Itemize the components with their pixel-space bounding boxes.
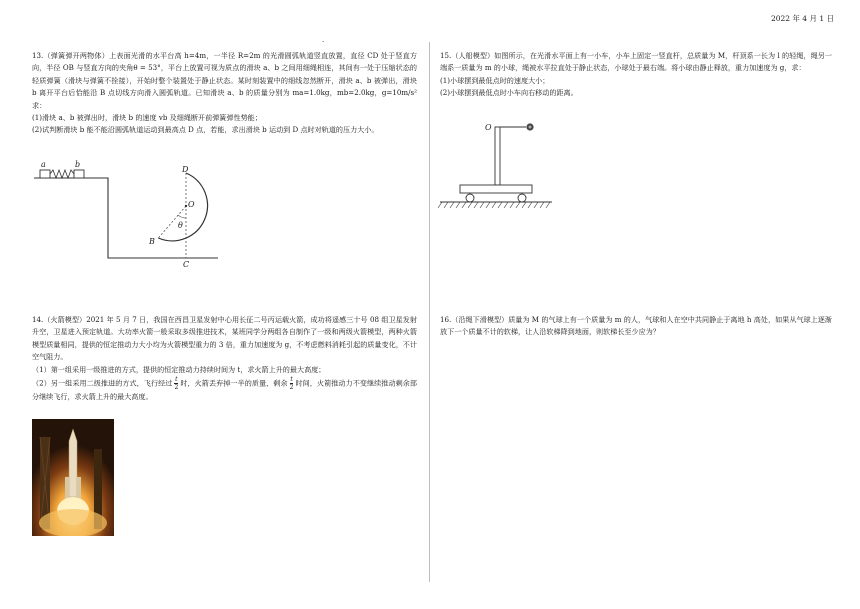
problem-15-diagram <box>436 117 556 215</box>
problem-14-q1: （1）第一组采用一级推进的方式，提供的恒定推动力持续时间为 t，求火箭上升的最大高度； <box>32 364 326 374</box>
problem-15-q1: (1)小球摆到最低点时的速度大小； <box>440 75 550 85</box>
problem-16-intro: 16.（沿绳下滑模型）质量为 M 的气球上有一个质量为 m 的人，气球和人在空中共同静止于离地 h 高处，如果从气球上逐渐放下一个质量不计的软梯，让人沿软梯降到地面，则软梯长至少应为？ <box>440 315 832 337</box>
problem-14 <box>32 314 417 403</box>
label-b: b <box>75 160 81 169</box>
problem-14-intro: 14.（火箭模型）2021 年 5 月 7 日，我国在西昌卫星发射中心用长征二号丙运载火箭，成功将遥感三十号 08 组卫星发射升空，卫星进入预定轨道。大功率火箭一般采取多级推进技术，某班同学分两组各自制作了一级和两级火箭模型，两种火箭模型质量相同，提供的恒定推动力大小均为火箭模型重力的 3 倍，重力加速度为 g，不考虑燃料消耗引起的质量变化，不计空气阻力。 <box>32 315 417 362</box>
problem-14-q2-part2: 时，火箭丢弃掉一半的质量，剩余 <box>180 378 288 388</box>
label-D: D <box>182 165 189 174</box>
label-O: O <box>188 200 195 209</box>
label-C: C <box>183 260 190 269</box>
problem-13-intro: 13.（弹簧弹开两物体）上表面光滑的水平台高 h=4m，一半径 R=2m 的光滑圆弧轨道竖直放置，直径 CD 处于竖直方向，半径 OB 与竖直方向的夹角θ = 53°，平台上放置可视为质点的滑块 a、b 之间用细绳相连，其间有一处于压缩状态的轻质弹簧（滑块与弹簧不拴接），开始时整个装置处于静止状态。某时刻装置中的细线忽然断开，滑块 a、b 被弹出，滑块 b 离开平台后恰能沿 B 点切线方向滑入圆弧轨道。已知滑块 a、b 的质量分别为 ma=1.0kg，mb=2.0kg，g=10m/s² 求： <box>32 51 417 110</box>
problem-15-intro: 15.（人船模型）如图所示，在光滑水平面上有一小车，小车上固定一竖直杆，总质量为 M，杆顶系一长为 l 的轻绳，绳另一端系一质量为 m 的小球，绳被水平拉直处于静止状态，小球处于最右端。将小球由静止释放，重力加速度为 g，求： <box>440 51 832 73</box>
problem-14-q2-part1: （2）另一组采用二级推进的方式，飞行经过 <box>32 378 173 388</box>
problem-13 <box>32 50 417 137</box>
column-divider <box>429 42 430 582</box>
fraction-numerator: t <box>290 376 293 384</box>
problem-15-q2: (2)小球摆到最低点时小车向右移动的距离。 <box>440 88 578 98</box>
label-O: O <box>485 123 492 132</box>
problem-14-q2 <box>32 376 417 403</box>
problem-13-q1: (1)滑块 a、b 被弹出时，滑块 b 的速度 vb 及细绳断开前弹簧弹性势能； <box>32 113 262 123</box>
problem-13-diagram <box>28 158 268 270</box>
fraction-t-over-2 <box>174 376 178 391</box>
fraction-t-over-2 <box>290 376 294 391</box>
problem-16 <box>440 314 832 339</box>
problem-14-q2-part3: 时间，火箭推动力不变继续推动剩余部分继续飞行，求火箭上升的最大高度。 <box>32 378 418 402</box>
fraction-denominator: 2 <box>289 384 294 392</box>
page-mark: . <box>322 36 325 44</box>
page-date: 2022 年 4 月 1 日 <box>770 14 834 23</box>
label-B: B <box>149 237 155 246</box>
label-theta: θ <box>178 221 183 230</box>
problem-15 <box>440 50 832 100</box>
rocket-launch-photo <box>32 419 114 536</box>
label-a: a <box>41 160 46 169</box>
fraction-denominator: 2 <box>174 384 179 392</box>
fraction-numerator: t <box>175 376 178 384</box>
problem-13-q2: (2)试判断滑块 b 能不能沿圆弧轨道运动到最高点 D 点，若能，求出滑块 b 运动到 D 点时对轨道的压力大小。 <box>32 125 379 135</box>
